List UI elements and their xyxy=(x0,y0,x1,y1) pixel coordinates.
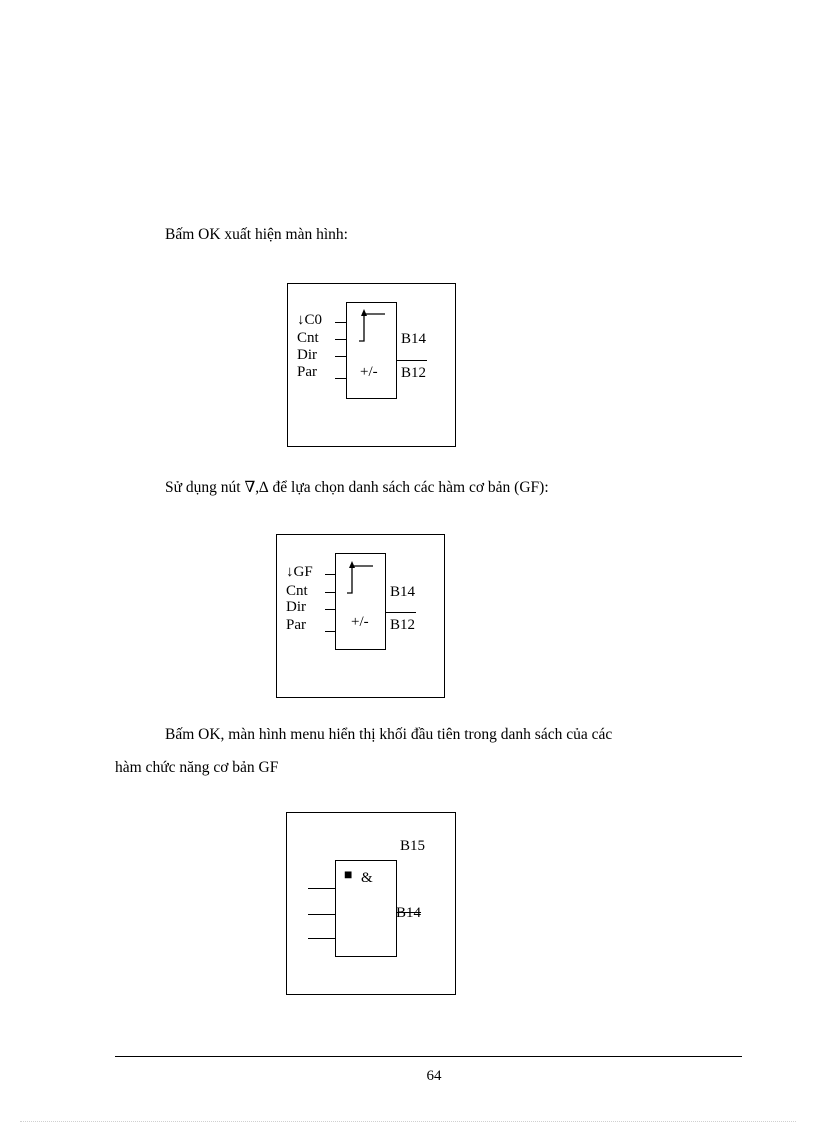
cursor-icon: ■ xyxy=(344,868,353,883)
output-line xyxy=(386,612,416,613)
rising-edge-icon xyxy=(355,308,387,344)
and-block-diagram xyxy=(286,812,456,995)
output-label-b12: B12 xyxy=(401,365,427,381)
input-label-c0: ↓C0 xyxy=(297,312,323,328)
input-pin xyxy=(308,888,335,889)
block-number-b15: B15 xyxy=(400,838,426,854)
input-label-cnt: Cnt xyxy=(286,583,308,599)
input-pin xyxy=(335,339,346,340)
paragraph-1: Bấm OK xuất hiện màn hình: xyxy=(165,226,348,243)
input-label-dir: Dir xyxy=(297,347,317,363)
input-label-par: Par xyxy=(297,364,317,380)
and-function-symbol: & xyxy=(361,870,373,886)
input-label-cnt: Cnt xyxy=(297,330,319,346)
paragraph-2: Sử dụng nút ∇,∆ để lựa chọn danh sách các hàm cơ bản (GF): xyxy=(165,479,549,496)
input-pin xyxy=(335,356,346,357)
input-label-par: Par xyxy=(286,617,306,633)
output-label-b14: B14 xyxy=(401,331,427,347)
input-pin xyxy=(335,378,346,379)
gf-selection-diagram xyxy=(276,534,445,698)
page-number: 64 xyxy=(426,1068,442,1084)
input-pin xyxy=(308,938,335,939)
input-pin xyxy=(325,609,335,610)
input-pin xyxy=(325,592,335,593)
paragraph-3-line-2: hàm chức năng cơ bản GF xyxy=(115,759,279,776)
input-pin xyxy=(325,574,335,575)
output-label-b12: B12 xyxy=(390,617,416,633)
counter-symbol: +/- xyxy=(360,364,378,380)
counter-symbol: +/- xyxy=(351,614,369,630)
page-bottom-border xyxy=(20,1121,796,1122)
output-line xyxy=(397,360,427,361)
output-label-b14: B14 xyxy=(396,905,422,921)
input-pin xyxy=(308,914,335,915)
counter-block-diagram xyxy=(287,283,456,447)
rising-edge-icon xyxy=(343,560,375,596)
input-label-gf: ↓GF xyxy=(286,564,313,580)
output-label-b14: B14 xyxy=(390,584,416,600)
footer-divider xyxy=(115,1056,742,1057)
input-label-dir: Dir xyxy=(286,599,306,615)
input-pin xyxy=(325,631,335,632)
input-pin xyxy=(335,322,346,323)
paragraph-3-line-1: Bấm OK, màn hình menu hiển thị khối đầu tiên trong danh sách của các xyxy=(165,726,613,743)
